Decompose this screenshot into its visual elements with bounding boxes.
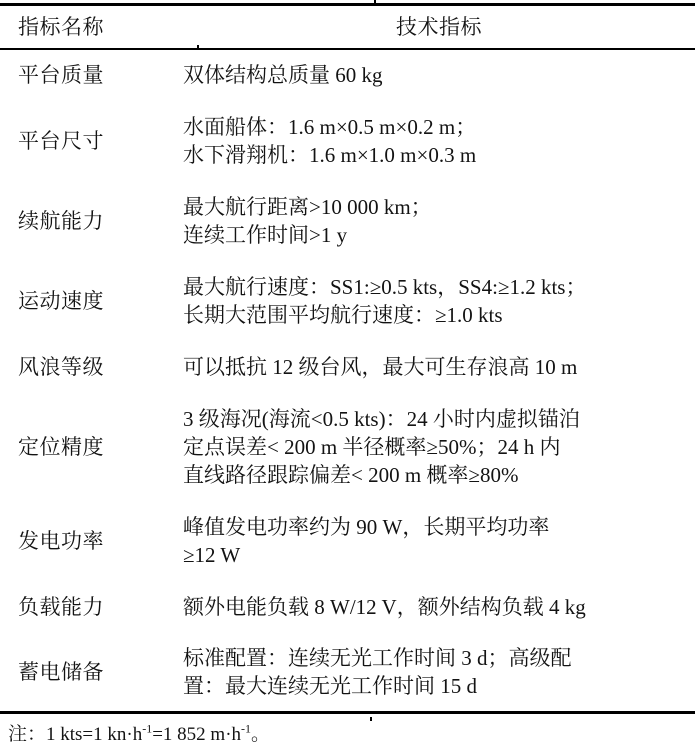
table-row bbox=[0, 261, 695, 341]
scan-artifact-tick bbox=[370, 717, 372, 721]
indicator-name: 发电功率 bbox=[18, 528, 104, 553]
indicator-spec bbox=[183, 261, 695, 341]
indicator-spec bbox=[183, 581, 695, 633]
spec-line: 水下滑翔机：1.6 m×1.0 m×0.3 m bbox=[183, 142, 477, 167]
indicator-name: 平台质量 bbox=[18, 63, 104, 87]
indicator-spec bbox=[183, 49, 695, 101]
table-row bbox=[0, 393, 695, 501]
note-text: 注：1 kts=1 kn·h bbox=[8, 724, 143, 745]
indicator-spec bbox=[183, 341, 695, 393]
note-text: 。 bbox=[251, 724, 271, 745]
spec-line: 最大航行距离>10 000 km； bbox=[183, 194, 432, 219]
scan-artifact-tick bbox=[374, 0, 376, 4]
header-indicator-name: 指标名称 bbox=[0, 5, 183, 49]
table-row bbox=[0, 341, 695, 393]
indicator-spec bbox=[183, 633, 695, 713]
spec-line: 3 级海况(海流<0.5 kts)：24 小时内虚拟锚泊 bbox=[183, 406, 580, 431]
spec-line: 可以抵抗 12 级台风，最大可生存浪高 10 m bbox=[183, 354, 578, 379]
spec-line: 直线路径跟踪偏差< 200 m 概率≥80% bbox=[183, 462, 519, 487]
spec-line: 标准配置：连续无光工作时间 3 d；高级配 bbox=[183, 645, 572, 670]
indicator-spec bbox=[183, 101, 695, 181]
spec-line: 额外电能负载 8 W/12 V，额外结构负载 4 kg bbox=[183, 594, 586, 619]
indicator-spec bbox=[183, 393, 695, 501]
scan-artifact-tick bbox=[197, 45, 199, 50]
table-row bbox=[0, 49, 695, 101]
indicator-name: 续航能力 bbox=[18, 208, 104, 233]
spec-line: 连续工作时间>1 y bbox=[183, 222, 348, 247]
table-row bbox=[0, 581, 695, 633]
indicator-name: 蓄电储备 bbox=[18, 659, 104, 684]
table-row bbox=[0, 633, 695, 713]
spec-line: 最大航行速度：SS1:≥0.5 kts，SS4:≥1.2 kts； bbox=[183, 274, 587, 299]
spec-line: 水面船体：1.6 m×0.5 m×0.2 m； bbox=[183, 114, 477, 139]
header-technical-spec: 技术指标 bbox=[183, 5, 695, 49]
table-row bbox=[0, 501, 695, 581]
note-text: =1 852 m·h bbox=[152, 724, 242, 745]
spec-table bbox=[0, 3, 695, 714]
table-row bbox=[0, 181, 695, 261]
indicator-name: 负载能力 bbox=[18, 594, 104, 619]
spec-line: 峰值发电功率约为 90 W，长期平均功率 bbox=[183, 514, 550, 539]
table-header-row bbox=[0, 5, 695, 49]
note-superscript: -1 bbox=[241, 721, 252, 736]
spec-line: 定点误差< 200 m 半径概率≥50%；24 h 内 bbox=[183, 434, 561, 459]
indicator-name: 平台尺寸 bbox=[18, 128, 104, 153]
indicator-name: 风浪等级 bbox=[18, 354, 104, 379]
note-superscript: -1 bbox=[142, 721, 153, 736]
indicator-spec bbox=[183, 181, 695, 261]
indicator-spec bbox=[183, 501, 695, 581]
spec-line: ≥12 W bbox=[183, 542, 241, 567]
indicator-name: 运动速度 bbox=[18, 288, 104, 313]
spec-line: 双体结构总质量 60 kg bbox=[183, 63, 383, 87]
spec-line: 长期大范围平均航行速度：≥1.0 kts bbox=[183, 302, 503, 327]
spec-line: 置：最大连续无光工作时间 15 d bbox=[183, 673, 477, 698]
table-row bbox=[0, 101, 695, 181]
table-note bbox=[0, 722, 695, 748]
indicator-name: 定位精度 bbox=[18, 434, 104, 459]
